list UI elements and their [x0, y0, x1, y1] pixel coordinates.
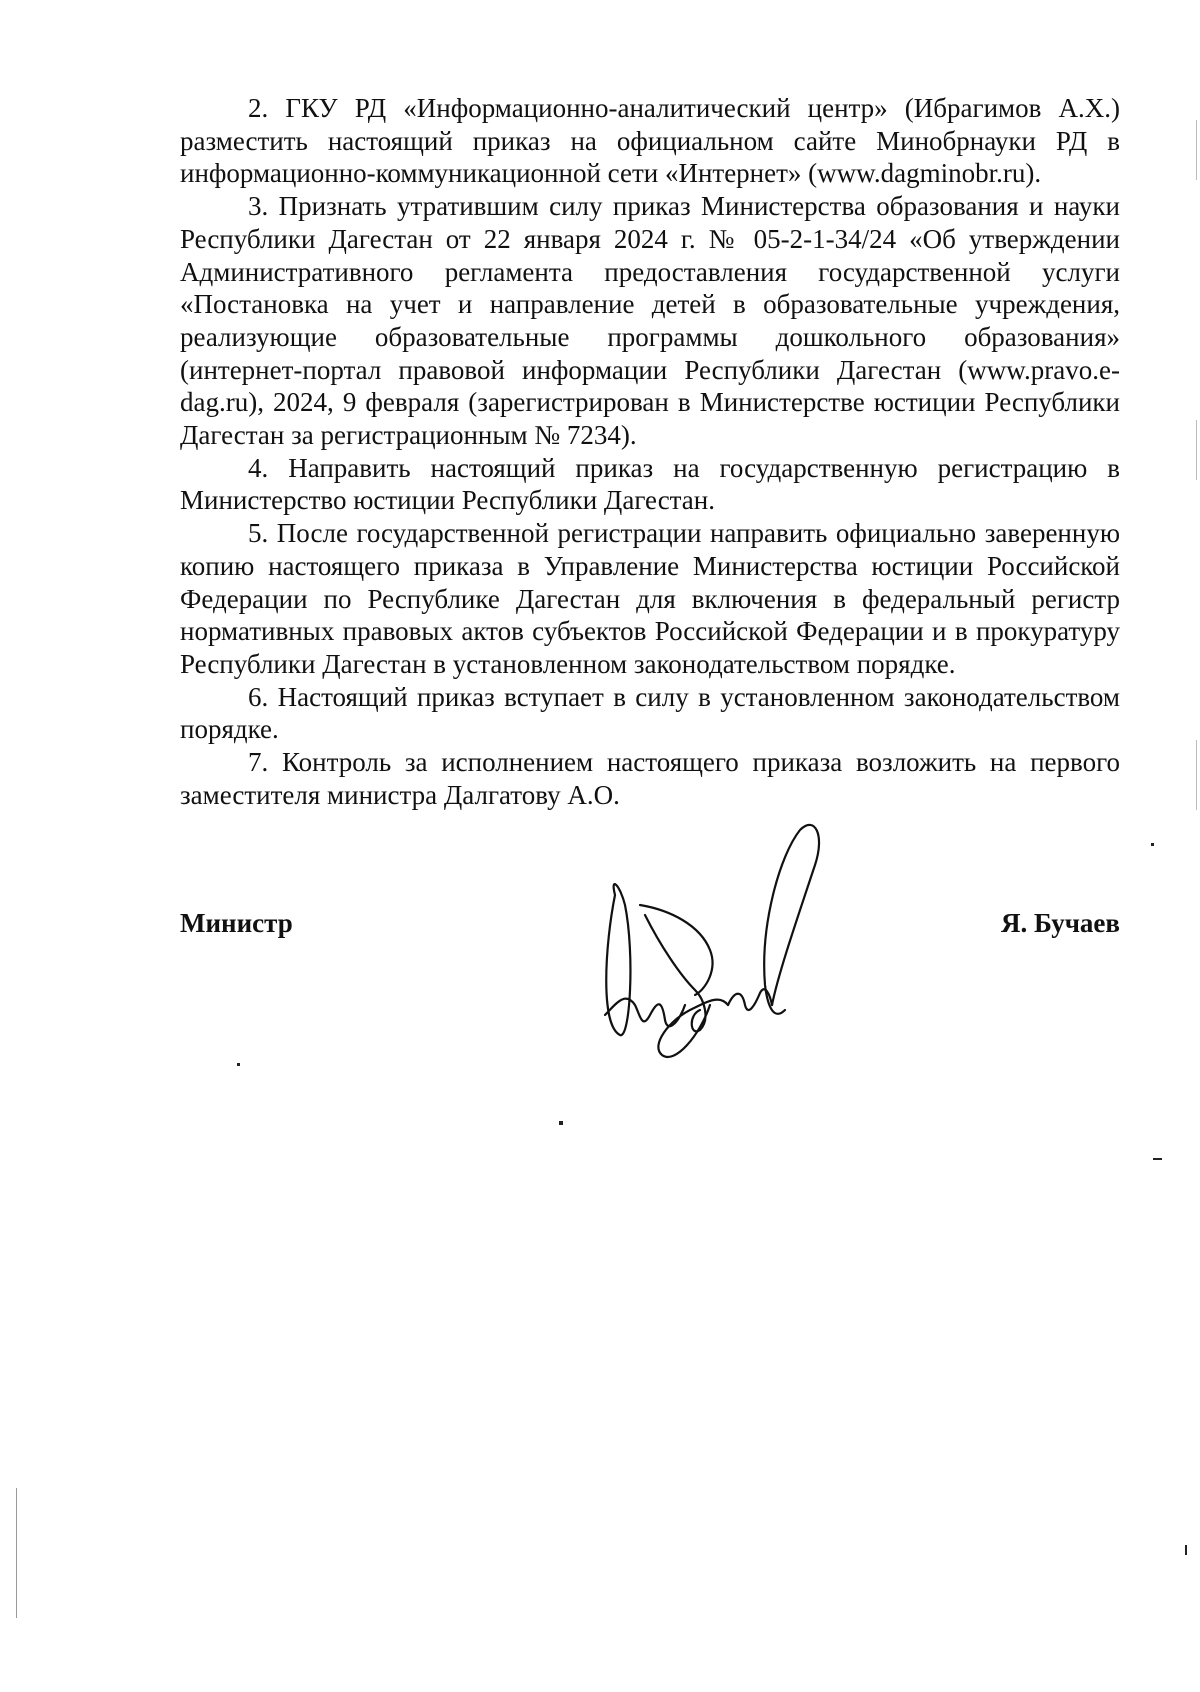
signatory-title: Министр [180, 908, 293, 938]
document-body [180, 92, 1120, 811]
scan-speck [237, 1063, 240, 1066]
scan-edge-line [1196, 120, 1197, 180]
scan-speck [1153, 1158, 1162, 1160]
scan-edge-line [16, 1488, 17, 1618]
scan-speck [1185, 1545, 1187, 1555]
paragraph-6: 6. Настоящий приказ вступает в силу в установленном законодательством порядке. [180, 681, 1120, 745]
paragraph-4: 4. Направить настоящий приказ на государственную регистрацию в Министерство юстиции Республики Дагестан. [180, 452, 1120, 516]
paragraph-7: 7. Контроль за исполнением настоящего приказа возложить на первого заместителя министра Далгатову А.О. [180, 747, 1120, 810]
scan-edge-line [1196, 740, 1197, 810]
handwritten-signature [600, 805, 860, 1065]
scan-edge-line [1196, 420, 1197, 480]
signatory-name: Я. Бучаев [1001, 908, 1120, 938]
scan-speck [1151, 843, 1154, 846]
paragraph-2: 2. ГКУ РД «Информационно-аналитический центр» (Ибрагимов А.Х.) разместить настоящий приказ на официальном сайте Минобрнауки РД в информационно-коммуникационной сети «Интернет» (www.dagminobr.ru). [180, 93, 1120, 189]
paragraph-3: 3. Признать утратившим силу приказ Министерства образования и науки Республики Дагестан от 22 января 2024 г. № 05-2-1-34/24 «Об утверждении Административного регламента предоставления государственной услуги «Постановка на учет и направление детей в образовательные учреждения, реализующие образовательные программы дошкольного образования» (интернет-портал правовой информации Республики Дагестан (www.pravo.e-dag.ru), 2024, 9 февраля (зарегистрирован в Министерстве юстиции Республики Дагестан за регистрационным № 7234). [180, 191, 1120, 451]
scan-speck [559, 1121, 563, 1125]
paragraph-5: 5. После государственной регистрации направить официально заверенную копию настоящего приказа в Управление Министерства юстиции Российской Федерации по Республике Дагестан для включения в федеральный регистр нормативных правовых актов субъектов Российской Федерации и в прокуратуру Республики Дагестан в установленном законодательством порядке. [180, 518, 1120, 679]
